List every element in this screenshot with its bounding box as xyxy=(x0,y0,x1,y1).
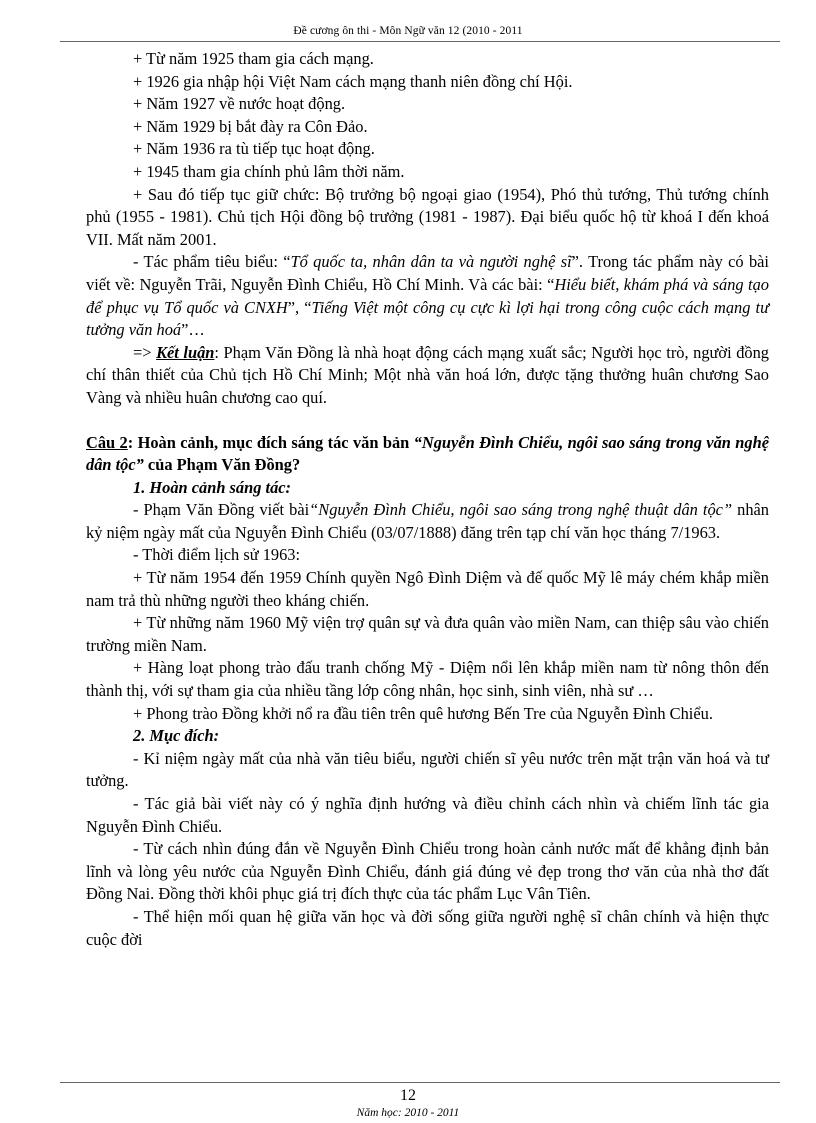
bio-item: + 1945 tham gia chính phủ lâm thời năm. xyxy=(133,161,405,181)
section-heading-purpose: 2. Mục đích: xyxy=(133,726,220,746)
question-label: Câu 2 xyxy=(86,432,128,452)
conclusion-label: Kết luận xyxy=(156,342,215,362)
bio-item: + Năm 1927 về nước hoạt động. xyxy=(133,94,346,114)
context-paragraph: + Từ năm 1954 đến 1959 Chính quyền Ngô Đình Diệm và đế quốc Mỹ lê máy chém khắp miền nam trả thù những người theo kháng chiến. xyxy=(86,568,769,610)
context-paragraph: + Hàng loạt phong trào đấu tranh chống Mỹ - Diệm nổi lên khắp miền nam từ nông thôn đến thành thị, với sự tham gia của nhiều tầng lớp công nhân, học sinh, sinh viên, nhà sư … xyxy=(86,658,769,701)
bio-item: + 1926 gia nhập hội Việt Nam cách mạng thanh niên đồng chí Hội. xyxy=(133,71,573,91)
bio-item: + Năm 1929 bị bắt đày ra Côn Đảo. xyxy=(133,116,368,136)
context-paragraph: + Phong trào Đồng khởi nổ ra đầu tiên trên quê hương Bến Tre của Nguyễn Đình Chiểu. xyxy=(133,703,713,723)
spacer xyxy=(86,410,769,432)
question-title: “Nguyễn Đình Chiểu, ngôi sao sáng trong văn nghệ dân tộc” xyxy=(86,432,769,475)
work-title: Tiếng Việt một công cụ cực kì lợi hại trong công cuộc cách mạng tư tưởng văn hoá xyxy=(86,297,770,340)
conclusion-paragraph: => Kết luận: Phạm Văn Đồng là nhà hoạt động cách mạng xuất sắc; Người học trò, người đồng chí thân thiết của Chủ tịch Hồ Chí Minh; Một nhà văn hoá lớn, được tặng thưởng huân chương Sao Vàng và nhiều huân chương cao quí. xyxy=(86,342,770,407)
section-heading-context: 1. Hoàn cảnh sáng tác: xyxy=(133,477,292,497)
document-body xyxy=(86,48,769,951)
bio-item: + Sau đó tiếp tục giữ chức: Bộ trưởng bộ ngoại giao (1954), Phó thủ tướng, Thủ tướng chính phủ (1955 - 1981). Chủ tịch Hội đồng bộ trưởng (1981 - 1987). Đại biểu quốc hộ từ khoá I đến khoá VII. Mất năm 2001. xyxy=(86,184,769,249)
question-heading: Câu 2: Hoàn cảnh, mục đích sáng tác văn bản “Nguyễn Đình Chiểu, ngôi sao sáng trong văn nghệ dân tộc” của Phạm Văn Đồng? xyxy=(86,432,769,475)
context-paragraph: + Từ những năm 1960 Mỹ viện trợ quân sự và đưa quân vào miền Nam, can thiệp sâu vào chiến trường miền Nam. xyxy=(86,613,769,655)
purpose-paragraph: - Thể hiện mối quan hệ giữa văn học và đời sống giữa người nghệ sĩ chân chính và hiện thực cuộc đời xyxy=(86,906,769,949)
purpose-paragraph: - Kỉ niệm ngày mất của nhà văn tiêu biểu, người chiến sĩ yêu nước trên mặt trận văn hoá và tư tưởng. xyxy=(86,748,769,791)
page-number: 12 xyxy=(400,1087,416,1104)
context-paragraph: - Thời điểm lịch sử 1963: xyxy=(133,545,301,565)
works-paragraph: - Tác phẩm tiêu biểu: “Tổ quốc ta, nhân dân ta và người nghệ sĩ”. Trong tác phẩm này có bài viết về: Nguyễn Trãi, Nguyễn Đình Chiểu, Hồ Chí Minh. Và các bài: “Hiểu biết, khám phá và sáng tạo để phục vụ Tổ quốc và CNXH”, “Tiếng Việt một công cụ cực kì lợi hại trong công cuộc cách mạng tư tưởng văn hoá”… xyxy=(86,252,770,340)
bio-item: + Năm 1936 ra tù tiếp tục hoạt động. xyxy=(133,139,375,159)
footer-school-year: Năm học: 2010 - 2011 xyxy=(356,1107,460,1119)
bio-item: + Từ năm 1925 tham gia cách mạng. xyxy=(133,49,374,68)
work-title: Tổ quốc ta, nhân dân ta và người nghệ sĩ xyxy=(290,252,572,272)
page-header: Đề cương ôn thi - Môn Ngữ văn 12 (2010 - 2011 xyxy=(293,25,523,37)
work-title: Hiểu biết, khám phá và sáng tạo để phục vụ Tổ quốc và CNXH xyxy=(86,274,769,317)
article-title: “Nguyễn Đình Chiểu, ngôi sao sáng trong nghệ thuật dân tộc” xyxy=(309,500,733,520)
context-paragraph: - Phạm Văn Đồng viết bài“Nguyễn Đình Chiểu, ngôi sao sáng trong nghệ thuật dân tộc” nhân kỷ niệm ngày mất của Nguyễn Đình Chiểu (03/07/1888) đăng trên tạp chí văn học tháng 7/1963. xyxy=(86,500,769,542)
purpose-paragraph: - Tác giả bài viết này có ý nghĩa định hướng và điều chỉnh cách nhìn và chiếm lĩnh tác gia Nguyễn Đình Chiểu. xyxy=(86,794,769,836)
purpose-paragraph: - Từ cách nhìn đúng đắn về Nguyễn Đình Chiểu trong hoàn cảnh nước mất để khẳng định bản lĩnh và lòng yêu nước của Nguyễn Đình Chiểu, đánh giá đúng vẻ đẹp trong thơ văn của nhà thơ đất Đồng Nai. Đồng thời khôi phục giá trị đích thực của tác phẩm Lục Vân Tiên. xyxy=(86,839,769,904)
